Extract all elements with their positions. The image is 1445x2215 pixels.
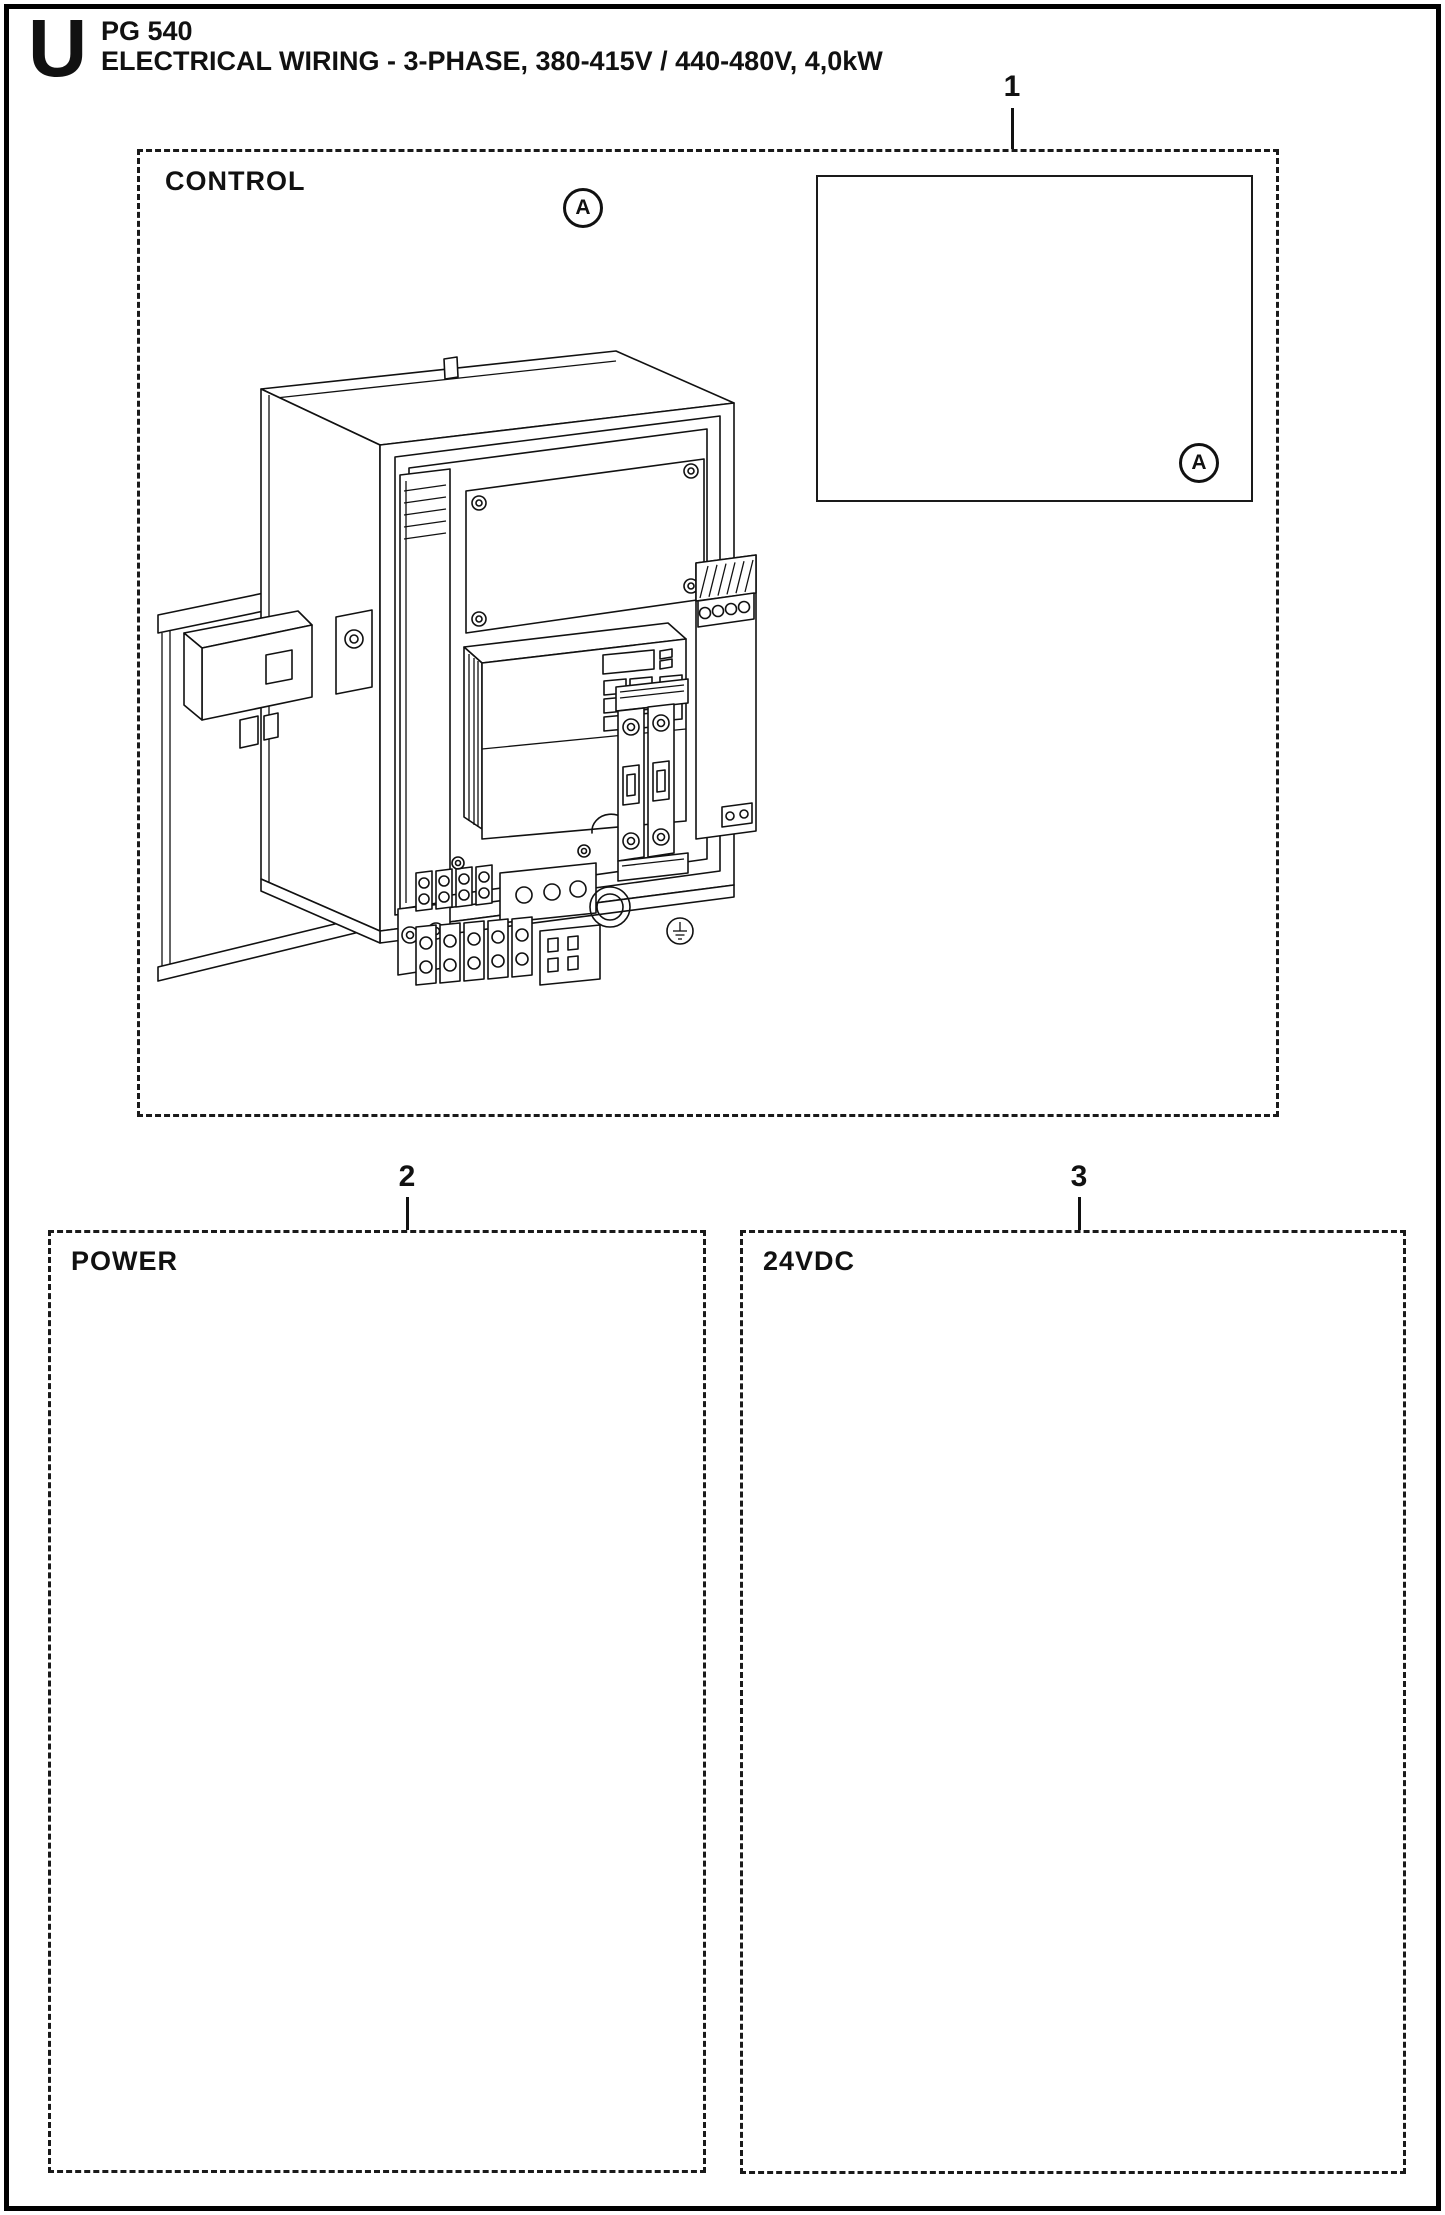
detail-inset-box xyxy=(816,175,1253,502)
callout-a-detail-letter: A xyxy=(1191,451,1207,474)
power-label: POWER xyxy=(71,1246,179,1276)
callout-number-1: 1 xyxy=(1003,70,1021,103)
power-cabinet-drawing xyxy=(58,1335,686,2061)
cable-gland-detail-drawing xyxy=(818,177,1247,495)
model-name: PG 540 xyxy=(101,16,193,46)
ground-terminal xyxy=(667,918,693,944)
control-label: CONTROL xyxy=(165,166,306,196)
din-power-supply xyxy=(696,555,756,839)
callout-a-detail xyxy=(1179,443,1219,483)
control-cabinet-drawing xyxy=(148,182,768,1072)
callout-a-main-letter: A xyxy=(575,196,591,219)
callout-number-3: 3 xyxy=(1070,1160,1088,1193)
callout-number-2: 2 xyxy=(398,1160,416,1193)
callout-a-main xyxy=(563,188,603,228)
vdc-cabinet-drawing xyxy=(748,1335,1376,2061)
page-title: ELECTRICAL WIRING - 3-PHASE, 380-415V / 440-480V, 4,0kW xyxy=(101,46,883,76)
callout-leader-3 xyxy=(1078,1197,1081,1230)
callout-leader-1 xyxy=(1011,108,1014,149)
section-letter: U xyxy=(28,3,86,94)
callout-leader-2 xyxy=(406,1197,409,1230)
vdc-label: 24VDC xyxy=(763,1246,856,1276)
cabinet-root xyxy=(158,351,756,985)
enclosure-group xyxy=(158,351,756,985)
